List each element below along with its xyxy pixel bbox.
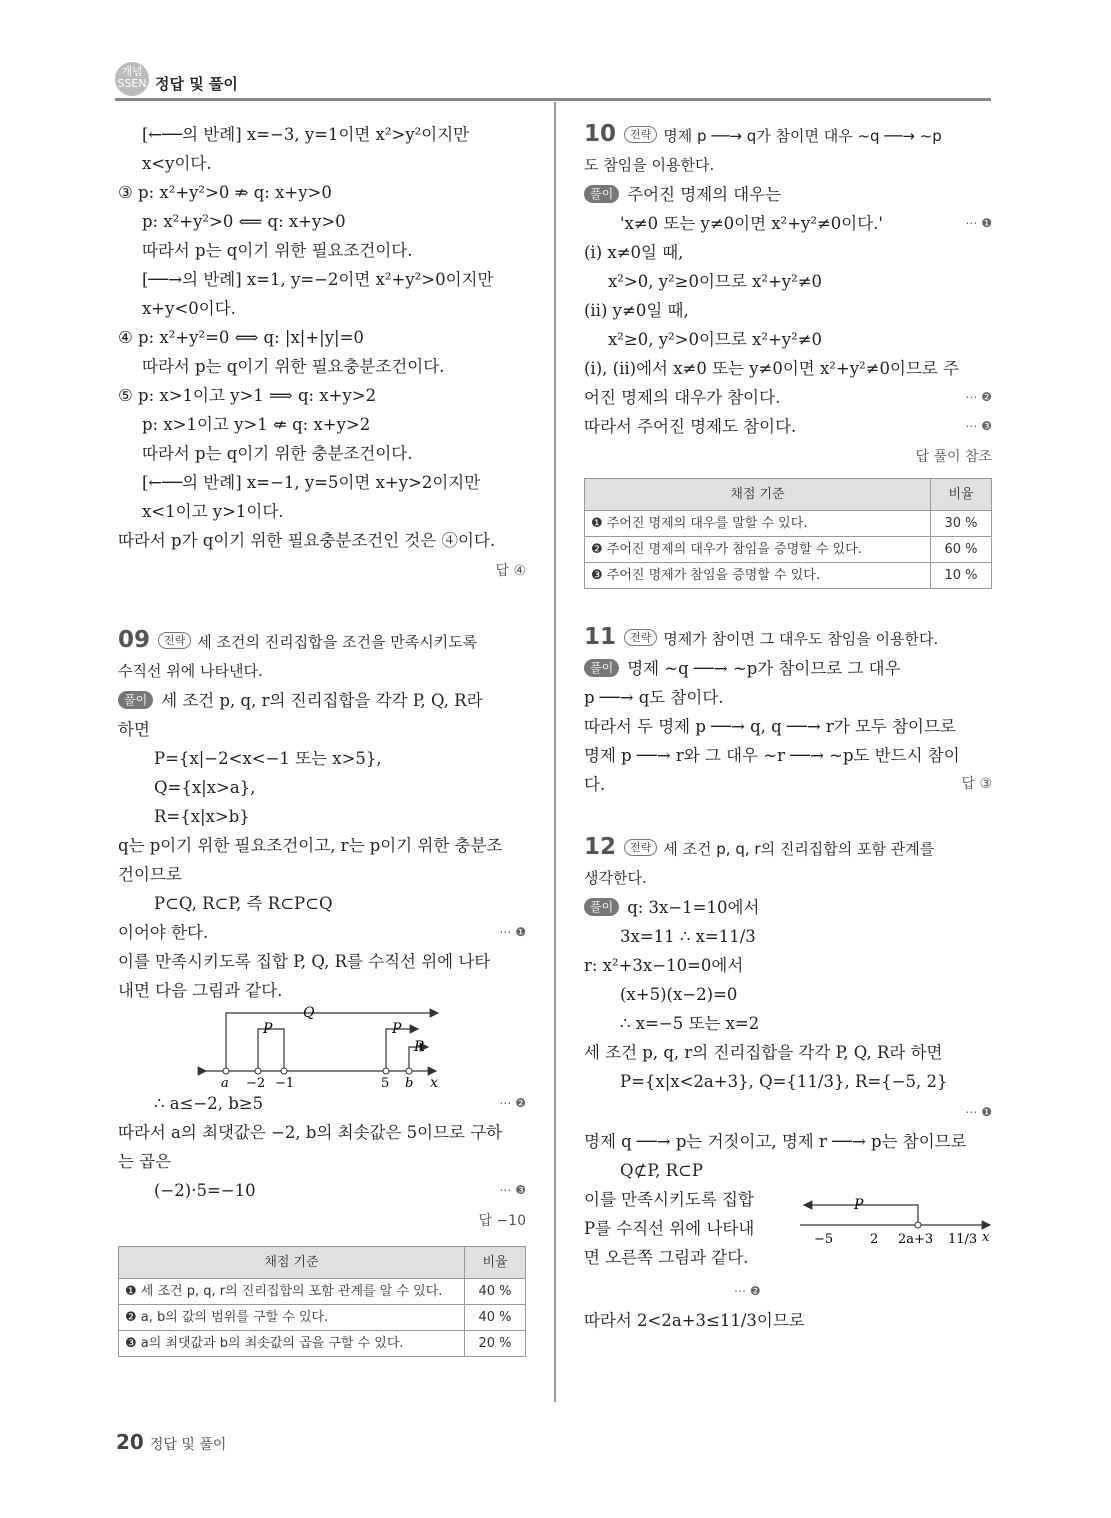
label-R: R xyxy=(414,1039,425,1055)
text-line: (−2)·5=−10 xyxy=(154,1181,256,1200)
tick-label: a xyxy=(221,1076,229,1089)
label-x: x xyxy=(982,1230,990,1245)
answer-label: 답 ③ xyxy=(961,776,992,792)
text-line: (ⅱ) y≠0일 때, xyxy=(584,301,689,320)
step-marker: ⋯ ❸ xyxy=(499,1183,526,1197)
text-line: 'x≠0 또는 y≠0이면 x²+y²≠0이다.' xyxy=(620,214,883,233)
table-row: ❷ a, b의 값의 범위를 구할 수 있다. 40 % xyxy=(119,1305,526,1331)
text-line: q는 p이기 위한 필요조건이고, r는 p이기 위한 충분조 xyxy=(118,836,503,855)
table-row: ❸ 주어진 명제가 참임을 증명할 수 있다. 10 % xyxy=(585,563,992,589)
text-line: q: 3x−1=10에서 xyxy=(627,898,760,917)
strategy-text: 생각한다. xyxy=(584,869,647,887)
point-a xyxy=(223,1068,229,1074)
text-line: 따라서 a의 최댓값은 −2, b의 최솟값은 5이므로 구하 xyxy=(118,1123,503,1142)
text-line: x<1이고 y>1이다. xyxy=(142,502,284,521)
problem-number: 10 xyxy=(584,121,617,147)
number-line-figure-12 xyxy=(796,1185,992,1265)
text-line: 따라서 p가 q이기 위한 필요충분조건인 것은 ④이다. xyxy=(118,531,496,550)
point-minus1 xyxy=(281,1068,287,1074)
tick-label: b xyxy=(405,1076,414,1089)
text-line: [──→의 반례] x=1, y=−2이면 x²+y²>0이지만 xyxy=(142,270,494,289)
text-line: 따라서 두 명제 p ──→ q, q ──→ r가 모두 참이므로 xyxy=(584,717,956,736)
solution-tag: 풀이 xyxy=(584,898,619,916)
tick-label: 5 xyxy=(381,1076,390,1089)
label-P: P xyxy=(392,1021,402,1037)
text-line: R={x|x>b} xyxy=(154,807,250,826)
number-line-figure-09 xyxy=(118,1005,526,1089)
text-line: r: x²+3x−10=0에서 xyxy=(584,956,744,975)
header-rule xyxy=(115,98,991,101)
text-line: 따라서 p는 q이기 위한 충분조건이다. xyxy=(142,444,413,463)
text-line: Q={x|x>a}, xyxy=(154,778,256,797)
table-header: 비율 xyxy=(931,479,992,511)
solution-tag: 풀이 xyxy=(118,691,153,709)
tick-label: −1 xyxy=(275,1076,295,1089)
left-column xyxy=(118,120,526,1357)
tick-label: −5 xyxy=(814,1232,834,1247)
point-5 xyxy=(383,1068,389,1074)
text-line: 면 오른쪽 그림과 같다. xyxy=(584,1248,749,1267)
strategy-tag: 전략 xyxy=(158,632,191,649)
label-P: P xyxy=(854,1197,864,1213)
table-row: ❶ 세 조건 p, q, r의 진리집합의 포함 관계를 알 수 있다. 40 % xyxy=(119,1279,526,1305)
grading-table xyxy=(584,478,992,589)
text-line: [←──의 반례] x=−3, y=1이면 x²>y²이지만 xyxy=(142,125,470,144)
label-P: P xyxy=(263,1021,273,1037)
tick-label: 2a+3 xyxy=(898,1232,934,1247)
table-row: ❷ 주어진 명제의 대우가 참임을 증명할 수 있다. 60 % xyxy=(585,537,992,563)
tick-label: 11/3 xyxy=(948,1232,978,1247)
text-line: ∴ a≤−2, b≥5 xyxy=(154,1094,264,1113)
answer-label: 답 −10 xyxy=(478,1213,526,1229)
page-footer xyxy=(116,1430,226,1454)
table-row: ❸ a의 최댓값과 b의 최솟값의 곱을 구할 수 있다. 20 % xyxy=(119,1331,526,1357)
problem-number: 11 xyxy=(584,624,617,650)
strategy-tag: 전략 xyxy=(624,629,657,646)
footer-text: 정답 및 풀이 xyxy=(149,1437,227,1453)
point-minus2 xyxy=(255,1068,261,1074)
strategy-tag: 전략 xyxy=(624,839,657,856)
text-line: Q⊄P, R⊂P xyxy=(620,1161,703,1180)
label-x: x xyxy=(430,1075,438,1089)
text-line: 명제 ~q ──→ ~p가 참이므로 그 대우 xyxy=(627,659,901,678)
problem-number: 09 xyxy=(118,627,151,653)
table-header: 채점 기준 xyxy=(119,1247,465,1279)
point-2a-plus-3 xyxy=(915,1222,921,1228)
brand-logo: 개념 SSEN xyxy=(115,62,149,96)
strategy-text: 명제 p ──→ q가 참이면 대우 ~q ──→ ~p xyxy=(663,127,942,145)
text-line: P를 수직선 위에 나타내 xyxy=(584,1219,755,1238)
header-title: 정답 및 풀이 xyxy=(155,75,238,93)
solution-tag: 풀이 xyxy=(584,185,619,203)
strategy-text: 도 참임을 이용한다. xyxy=(584,156,715,174)
text-line: x<y이다. xyxy=(142,154,212,173)
text-line: x²>0, y²≥0이므로 x²+y²≠0 xyxy=(608,272,823,291)
label-Q: Q xyxy=(303,1005,315,1021)
text-line: 3x=11 ∴ x=11/3 xyxy=(620,927,756,946)
column-divider xyxy=(554,102,556,1402)
text-line: 이를 만족시키도록 집합 P, Q, R를 수직선 위에 나타 xyxy=(118,952,491,971)
step-marker: ⋯ ❷ xyxy=(734,1284,761,1298)
table-header: 채점 기준 xyxy=(585,479,931,511)
text-line: x+y<0이다. xyxy=(142,299,236,318)
text-line: ④ p: x²+y²=0 ⟺ q: |x|+|y|=0 xyxy=(118,328,364,347)
problem-number: 12 xyxy=(584,834,617,860)
step-marker: ⋯ ❶ xyxy=(965,216,992,230)
text-line: 다. xyxy=(584,775,606,794)
answer-label: 답 풀이 참조 xyxy=(915,449,992,465)
strategy-text: 수직선 위에 나타낸다. xyxy=(118,662,263,680)
strategy-text: 세 조건 p, q, r의 진리집합의 포함 관계를 xyxy=(663,840,935,858)
text-line: 세 조건 p, q, r의 진리집합을 각각 P, Q, R라 xyxy=(161,691,483,710)
text-line: 건이므로 xyxy=(118,865,182,884)
text-line: [←──의 반례] x=−1, y=5이면 x+y>2이지만 xyxy=(142,473,481,492)
strategy-tag: 전략 xyxy=(624,126,657,143)
step-marker: ⋯ ❷ xyxy=(499,1096,526,1110)
page-header xyxy=(115,62,995,102)
strategy-text: 세 조건의 진리집합을 조건을 만족시키도록 xyxy=(197,633,478,651)
tick-label: −2 xyxy=(246,1076,266,1089)
text-line: 세 조건 p, q, r의 진리집합을 각각 P, Q, R라 하면 xyxy=(584,1043,943,1062)
text-line: (ⅰ), (ⅱ)에서 x≠0 또는 y≠0이면 x²+y²≠0이므로 주 xyxy=(584,359,959,378)
text-line: ⑤ p: x>1이고 y>1 ⟹ q: x+y>2 xyxy=(118,386,377,405)
text-line: 명제 q ──→ p는 거짓이고, 명제 r ──→ p는 참이므로 xyxy=(584,1132,967,1151)
text-line: ∴ x=−5 또는 x=2 xyxy=(620,1014,760,1033)
step-marker: ⋯ ❶ xyxy=(965,1105,992,1119)
text-line: ③ p: x²+y²>0 ⇏ q: x+y>0 xyxy=(118,183,332,202)
text-line: x²≥0, y²>0이므로 x²+y²≠0 xyxy=(608,330,823,349)
text-line: (ⅰ) x≠0일 때, xyxy=(584,243,684,262)
page-number: 20 xyxy=(116,1430,144,1454)
right-column xyxy=(584,120,992,1335)
step-marker: ⋯ ❷ xyxy=(965,390,992,404)
text-line: 따라서 p는 q이기 위한 필요충분조건이다. xyxy=(142,357,445,376)
step-marker: ⋯ ❶ xyxy=(499,925,526,939)
tick-label: 2 xyxy=(870,1232,879,1247)
text-line: 어진 명제의 대우가 참이다. xyxy=(584,388,781,407)
solution-tag: 풀이 xyxy=(584,659,619,677)
text-line: p: x²+y²>0 ⟸ q: x+y>0 xyxy=(142,212,346,231)
text-line: 내면 다음 그림과 같다. xyxy=(118,981,283,1000)
text-line: (x+5)(x−2)=0 xyxy=(620,985,738,1004)
text-line: 따라서 주어진 명제도 참이다. xyxy=(584,417,797,436)
text-line: 는 곱은 xyxy=(118,1152,172,1171)
text-line: 이를 만족시키도록 집합 xyxy=(584,1190,754,1209)
text-line: 하면 xyxy=(118,720,150,739)
text-line: 명제 p ──→ r와 그 대우 ~r ──→ ~p도 반드시 참이 xyxy=(584,746,960,765)
text-line: 이어야 한다. xyxy=(118,923,209,942)
point-b xyxy=(406,1068,412,1074)
text-line: P={x|x<2a+3}, Q={11/3}, R={−5, 2} xyxy=(620,1072,948,1091)
text-line: 따라서 p는 q이기 위한 필요조건이다. xyxy=(142,241,413,260)
answer-label: 답 ④ xyxy=(495,563,526,579)
text-line: p ──→ q도 참이다. xyxy=(584,688,724,707)
text-line: P={x|−2<x<−1 또는 x>5}, xyxy=(154,749,382,768)
text-line: 주어진 명제의 대우는 xyxy=(627,185,782,204)
text-line: 따라서 2<2a+3≤11/3이므로 xyxy=(584,1311,805,1330)
step-marker: ⋯ ❸ xyxy=(965,419,992,433)
text-line: P⊂Q, R⊂P, 즉 R⊂P⊂Q xyxy=(154,894,333,913)
text-line: p: x>1이고 y>1 ⇍ q: x+y>2 xyxy=(142,415,371,434)
strategy-text: 명제가 참이면 그 대우도 참임을 이용한다. xyxy=(663,630,939,648)
table-row: ❶ 주어진 명제의 대우를 말할 수 있다. 30 % xyxy=(585,511,992,537)
table-header: 비율 xyxy=(465,1247,526,1279)
grading-table xyxy=(118,1246,526,1357)
